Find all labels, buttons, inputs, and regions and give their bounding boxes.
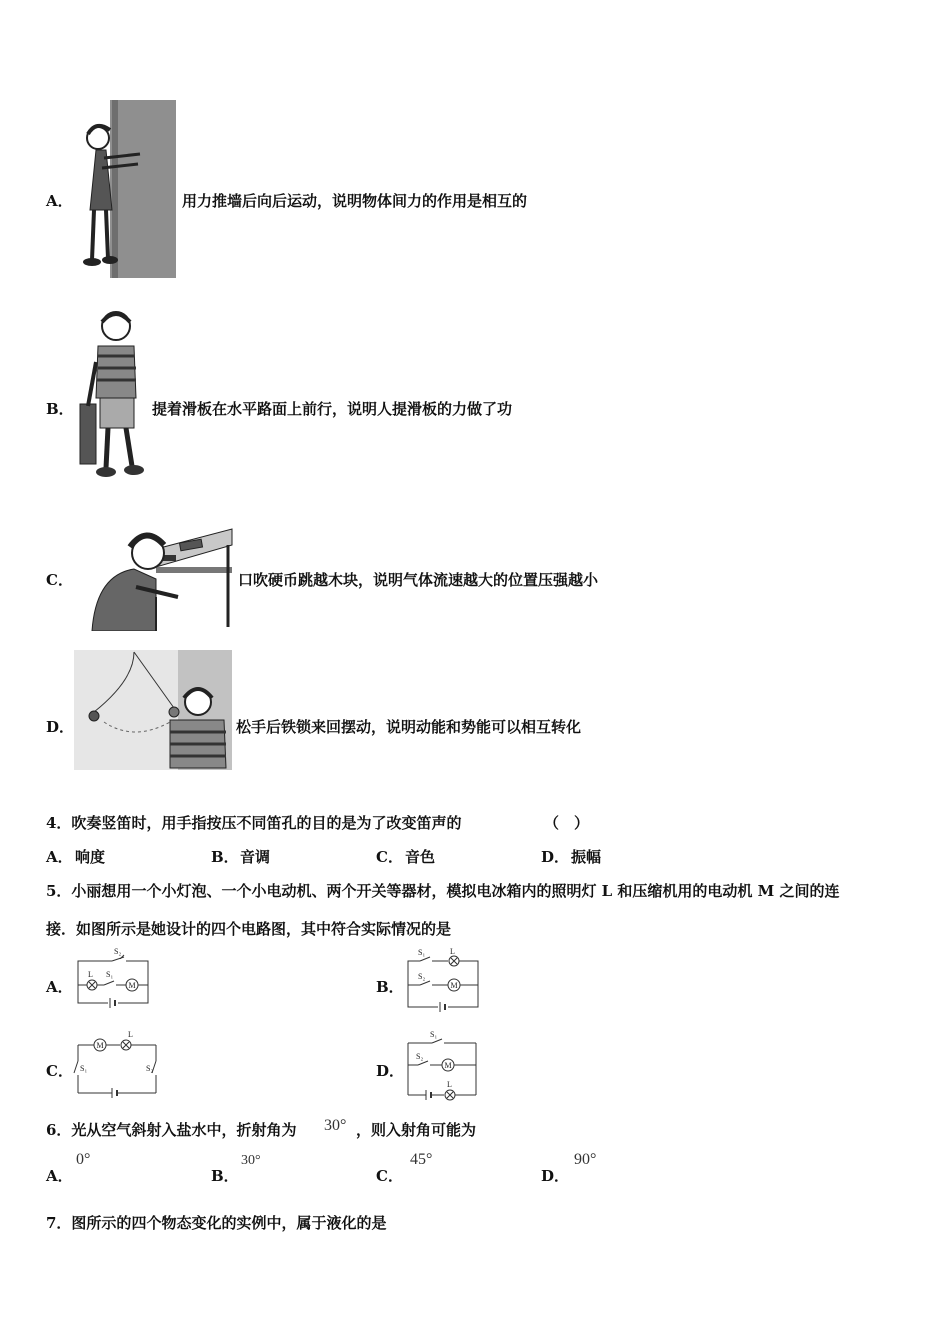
circuit-diagram-d bbox=[402, 1029, 482, 1103]
circuit-diagram-c bbox=[72, 1031, 162, 1103]
option-label: D． bbox=[376, 1062, 405, 1080]
label-s2: S₂ bbox=[114, 947, 122, 956]
question-stem-line2: 接．如图所示是她设计的四个电路图，其中符合实际情况的是 bbox=[46, 920, 452, 938]
question-stem: 7．图所示的四个物态变化的实例中，属于液化的是 bbox=[46, 1214, 387, 1232]
label-m: M bbox=[128, 981, 136, 990]
option-label: B． bbox=[376, 978, 404, 996]
push-wall-image bbox=[78, 100, 178, 278]
label-s1: S₁ bbox=[430, 1030, 438, 1039]
option-label: C． bbox=[376, 1167, 403, 1185]
label-l: L bbox=[447, 1080, 452, 1089]
answer-bracket: （ ） bbox=[544, 814, 590, 832]
option-text: 振幅 bbox=[571, 848, 602, 866]
blow-coin-image bbox=[86, 527, 234, 631]
label-s1: S₁ bbox=[418, 948, 426, 957]
option-label: B． bbox=[46, 400, 74, 418]
label-s2: S₂ bbox=[146, 1064, 154, 1073]
option-label: C． bbox=[46, 1062, 73, 1080]
option-text: 响度 bbox=[75, 848, 106, 866]
label-m: M bbox=[450, 981, 458, 990]
label-l: L bbox=[128, 1031, 133, 1039]
carry-skateboard-image bbox=[76, 306, 150, 482]
option-label: C． bbox=[376, 848, 403, 866]
option-text: 音调 bbox=[240, 848, 271, 866]
option-label: A． bbox=[46, 1167, 73, 1185]
option-label: D． bbox=[541, 848, 570, 866]
option-label: B． bbox=[211, 1167, 239, 1185]
label-m: M bbox=[444, 1061, 452, 1070]
option-label: D． bbox=[541, 1167, 570, 1185]
option-label: A． bbox=[46, 978, 73, 996]
circuit-diagram-b bbox=[404, 947, 482, 1017]
label-l: L bbox=[450, 947, 455, 956]
label-l: L bbox=[88, 970, 93, 979]
option-text: 口吹硬币跳越木块，说明气体流速越大的位置压强越小 bbox=[238, 571, 599, 589]
option-value: 30° bbox=[241, 1153, 261, 1168]
circuit-diagram-a bbox=[74, 947, 152, 1017]
option-text: 音色 bbox=[405, 848, 436, 866]
label-s1: S₁ bbox=[80, 1064, 88, 1073]
label-s2: S₂ bbox=[416, 1052, 424, 1061]
option-label: A． bbox=[46, 192, 73, 210]
option-label: C． bbox=[46, 571, 73, 589]
option-value: 90° bbox=[574, 1151, 597, 1168]
option-label: B． bbox=[211, 848, 239, 866]
question-stem: 4．吹奏竖笛时，用手指按压不同笛孔的目的是为了改变笛声的 bbox=[46, 814, 462, 832]
option-value: 0° bbox=[76, 1151, 91, 1168]
option-text: 提着滑板在水平路面上前行，说明人提滑板的力做了功 bbox=[152, 400, 513, 418]
option-label: D． bbox=[46, 718, 75, 736]
option-label: A． bbox=[46, 848, 73, 866]
refraction-angle: 30° bbox=[324, 1117, 347, 1134]
label-s1: S₁ bbox=[106, 970, 114, 979]
option-text: 用力推墙后向后运动，说明物体间力的作用是相互的 bbox=[182, 192, 528, 210]
question-stem-prefix: 6．光从空气斜射入盐水中，折射角为 bbox=[46, 1121, 297, 1139]
question-stem-suffix: ，则入射角可能为 bbox=[356, 1121, 477, 1139]
option-value: 45° bbox=[410, 1151, 433, 1168]
swinging-lock-image bbox=[74, 650, 232, 770]
label-m: M bbox=[96, 1041, 104, 1050]
option-text: 松手后铁锁来回摆动，说明动能和势能可以相互转化 bbox=[236, 718, 582, 736]
label-s2: S₂ bbox=[418, 972, 426, 981]
question-stem-line1: 5．小丽想用一个小灯泡、一个小电动机、两个开关等器材，模拟电冰箱内的照明灯 L 和压缩机用的电动机 M 之间的连 bbox=[46, 882, 840, 900]
